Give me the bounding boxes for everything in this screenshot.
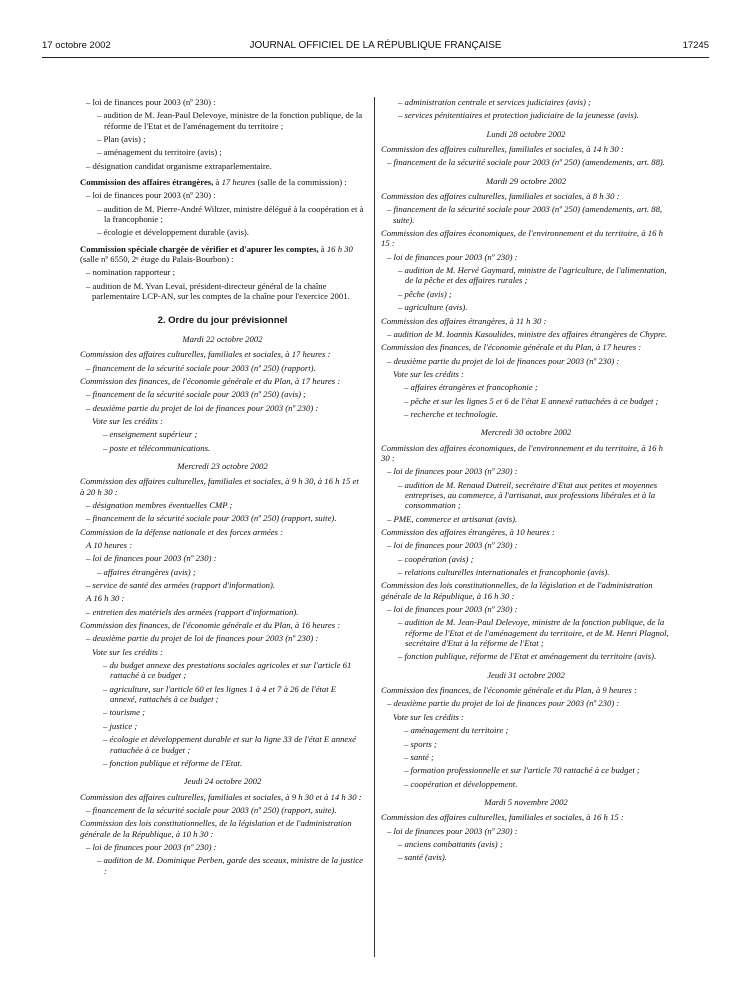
agenda-subitem: – relations culturelles internationales et francophonie (avis).	[398, 567, 610, 578]
agenda-item: – financement de la sécurité sociale pour 2003 (nº 250) (rapport).	[86, 362, 316, 373]
commission-heading: Commission des affaires étrangères, à 11 h 30 :	[381, 315, 547, 326]
agenda-subitem: – coopération et développement.	[404, 778, 518, 789]
time-label: A 16 h 30 :	[86, 593, 125, 604]
agenda-subitem: – aménagement du territoire ;	[404, 725, 509, 736]
agenda-subitem: – Plan (avis) ;	[97, 134, 146, 145]
commission-heading: Commission spéciale chargée de vérifier et d'apurer les comptes, à 16 h 30 (salle nº 6550, 2ᵉ étage du Palais-Bourbon) :	[80, 243, 353, 265]
commission-heading: Commission des affaires culturelles, familiales et sociales, à 9 h 30, à 16 h 15 et à 20 h 30 :	[80, 476, 359, 497]
agenda-item: – loi de finances pour 2003 (nº 230) :	[86, 97, 216, 107]
commission-heading: Commission des affaires étrangères, à 10 heures :	[381, 527, 555, 537]
agenda-subitem: – services pénitentiaires et protection judiciaire de la jeunesse (avis).	[398, 110, 639, 121]
vote-label: Vote sur les crédits :	[393, 711, 464, 722]
agenda-subitem: – audition de M. Hervé Gaymard, ministre de l'agriculture, de l'alimentation, de la pêche et des affaires rurales ;	[398, 265, 667, 286]
agenda-subitem: – recherche et technologie.	[404, 408, 498, 419]
commission-heading: Commission des affaires culturelles, familiales et sociales, à 8 h 30 :	[381, 191, 620, 202]
agenda-item: – loi de finances pour 2003 (nº 230) :	[86, 841, 217, 852]
agenda-item: – désignation candidat organisme extraparlementaire.	[86, 160, 272, 171]
agenda-subitem: – enseignement supérieur ;	[103, 429, 198, 440]
agenda-item: – PME, commerce et artisanat (avis).	[387, 513, 518, 524]
commission-heading: Commission des affaires étrangères, à 17 heures (salle de la commission) :	[80, 177, 347, 188]
agenda-subitem: – pêche (avis) ;	[398, 288, 452, 299]
vote-label: Vote sur les crédits :	[92, 415, 163, 426]
date-heading: Mardi 29 octobre 2002	[485, 175, 567, 186]
agenda-item: – deuxième partie du projet de loi de finances pour 2003 (nº 230) :	[387, 698, 620, 709]
agenda-item: – loi de finances pour 2003 (nº 230) :	[387, 604, 518, 615]
vote-label: Vote sur les crédits :	[92, 646, 163, 657]
agenda-item: – loi de finances pour 2003 (nº 230) :	[387, 251, 518, 262]
time-label: A 10 heures :	[86, 540, 133, 550]
right-column	[381, 97, 671, 866]
agenda-item: – financement de la sécurité sociale pour 2003 (nº 250) (rapport, suite).	[86, 513, 337, 524]
date-heading: Mardi 5 novembre 2002	[484, 796, 568, 807]
agenda-subitem: – agriculture, sur l'article 60 et les lignes 1 à 4 et 7 à 26 de l'état E annexé, rattachés à ce budget ;	[103, 683, 337, 705]
header-page-number: 17245	[682, 40, 709, 51]
agenda-subitem: – audition de M. Renaud Dutreil, secrétaire d'Etat aux petites et moyennes entreprises, au commerce, à l'artisanat, aux professions libérales et à la consommation ;	[398, 479, 658, 511]
column-divider	[374, 97, 375, 957]
date-heading: Mercredi 23 octobre 2002	[177, 460, 268, 471]
agenda-subitem: – affaires étrangères et francophonie ;	[404, 382, 538, 393]
agenda-subitem: – aménagement du territoire (avis) ;	[97, 147, 222, 158]
agenda-item: – deuxième partie du projet de loi de finances pour 2003 (nº 230) :	[387, 355, 620, 366]
commission-heading: Commission des affaires culturelles, familiales et sociales, à 14 h 30 :	[381, 144, 624, 155]
agenda-subitem: – audition de M. Jean-Paul Delevoye, ministre de la fonction publique, de la réforme de l'Etat et de l'aménagement du territoire ;	[97, 110, 363, 131]
agenda-subitem: – agriculture (avis).	[398, 302, 468, 313]
agenda-item: – loi de finances pour 2003 (nº 230) :	[387, 466, 518, 477]
agenda-item: – loi de finances pour 2003 (nº 230) :	[387, 825, 518, 836]
agenda-subitem: – santé ;	[404, 751, 434, 762]
agenda-item: – audition de M. Ioannis Kasoulides, ministre des affaires étrangères de Chypre.	[387, 328, 668, 339]
agenda-item: – deuxième partie du projet de loi de finances pour 2003 (nº 230) :	[86, 633, 319, 644]
agenda-subitem: – pêche et sur les lignes 5 et 6 de l'état E annexé rattachées à ce budget ;	[404, 395, 659, 406]
page-header	[42, 40, 709, 56]
commission-heading: Commission des finances, de l'économie générale et du Plan, à 9 heures :	[381, 685, 637, 696]
header-title: JOURNAL OFFICIEL DE LA RÉPUBLIQUE FRANÇAISE	[249, 40, 502, 51]
date-heading: Jeudi 31 octobre 2002	[487, 669, 565, 680]
agenda-item: – nomination rapporteur ;	[86, 267, 176, 278]
agenda-item: – entretien des matériels des armées (rapport d'information).	[86, 606, 299, 617]
date-heading: Mardi 22 octobre 2002	[182, 333, 263, 344]
agenda-subitem: – affaires étrangères (avis) ;	[97, 566, 196, 577]
left-column	[80, 97, 365, 879]
agenda-subitem: – justice ;	[103, 720, 138, 731]
commission-heading: Commission des finances, de l'économie générale et du Plan, à 17 heures :	[80, 375, 341, 386]
agenda-subitem: – sports ;	[404, 738, 437, 749]
commission-heading: Commission des affaires culturelles, familiales et sociales, à 17 heures :	[80, 349, 331, 360]
agenda-subitem: – du budget annexe des prestations sociales agricoles et sur l'article 61 rattaché à ce budget ;	[103, 660, 352, 681]
agenda-subitem: – tourisme ;	[103, 707, 145, 718]
commission-heading: Commission des affaires culturelles, familiales et sociales, à 9 h 30 et à 14 h 30 :	[80, 791, 362, 802]
date-heading: Mercredi 30 octobre 2002	[480, 427, 572, 438]
agenda-subitem: – audition de M. Jean-Paul Delevoye, ministre de la fonction publique, de la réforme de l'Etat et de l'aménagement du territoire, et de M. Henri Plagnol, secrétaire d'Etat à la réforme de l'Etat ;	[398, 617, 669, 649]
agenda-subitem: – formation professionnelle et sur l'article 70 rattaché à ce budget ;	[404, 765, 640, 776]
agenda-subitem: – fonction publique et réforme de l'Etat.	[103, 757, 243, 768]
agenda-item: – financement de la sécurité sociale pour 2003 (nº 250) (rapport, suite).	[86, 804, 337, 815]
agenda-subitem: – coopération (avis) ;	[398, 553, 474, 564]
agenda-subitem: – fonction publique, réforme de l'Etat et aménagement du territoire (avis).	[398, 651, 657, 662]
header-date: 17 octobre 2002	[42, 40, 111, 51]
commission-heading: Commission des affaires économiques, de l'environnement et du territoire, à 16 h 30 :	[381, 442, 663, 463]
agenda-item: – deuxième partie du projet de loi de finances pour 2003 (nº 230) :	[86, 402, 319, 413]
date-heading: Lundi 28 octobre 2002	[486, 128, 566, 139]
agenda-item: – financement de la sécurité sociale pour 2003 (nº 250) (amendements, art. 88, suite).	[387, 204, 663, 225]
header-rule	[42, 57, 709, 58]
commission-heading: Commission des affaires économiques, de l'environnement et du territoire, à 16 h 15 :	[381, 228, 663, 249]
agenda-item: – service de santé des armées (rapport d'information).	[86, 580, 276, 591]
agenda-subitem: – administration centrale et services judiciaires (avis) ;	[398, 97, 591, 107]
agenda-subitem: – santé (avis).	[398, 852, 447, 863]
agenda-item: – désignation membres éventuelles CMP ;	[86, 499, 233, 510]
agenda-subitem: – poste et télécommunications.	[103, 442, 211, 453]
agenda-item: – loi de finances pour 2003 (nº 230) :	[387, 540, 518, 551]
vote-label: Vote sur les crédits :	[393, 368, 464, 379]
commission-heading: Commission des finances, de l'économie générale et du Plan, à 16 heures :	[80, 620, 341, 631]
date-heading: Jeudi 24 octobre 2002	[183, 776, 262, 787]
agenda-subitem: – écologie et développement durable (avis).	[97, 227, 249, 238]
commission-heading: Commission des lois constitutionnelles, de la législation et de l'administration générale de la République, à 16 h 30 :	[381, 580, 653, 601]
agenda-subitem: – écologie et développement durable et sur la ligne 33 de l'état E annexé rattachée à ce budget ;	[103, 734, 356, 755]
agenda-item: – loi de finances pour 2003 (nº 230) :	[86, 553, 217, 564]
agenda-subitem: – audition de M. Dominique Perben, garde des sceaux, ministre de la justice :	[97, 855, 363, 876]
agenda-item: – financement de la sécurité sociale pour 2003 (nº 250) (amendements, art. 88).	[387, 157, 665, 168]
agenda-subitem: – anciens combattants (avis) ;	[398, 838, 503, 849]
agenda-item: – loi de finances pour 2003 (nº 230) :	[86, 190, 216, 201]
commission-heading: Commission des finances, de l'économie générale et du Plan, à 17 heures :	[381, 342, 642, 353]
agenda-item: – financement de la sécurité sociale pour 2003 (nº 250) (avis) ;	[86, 389, 307, 400]
section-title: 2. Ordre du jour prévisionnel	[157, 314, 288, 326]
commission-heading: Commission des affaires culturelles, familiales et sociales, à 16 h 15 :	[381, 812, 624, 823]
commission-heading: Commission de la défense nationale et des forces armées :	[80, 526, 284, 537]
agenda-item: – audition de M. Yvan Levaï, président-directeur général de la chaîne parlementaire LCP-AN, sur les comptes de la chaîne pour l'exercice 2001.	[86, 280, 350, 302]
agenda-subitem: – audition de M. Pierre-André Wiltzer, ministre délégué à la coopération et à la francophonie ;	[97, 203, 364, 225]
commission-heading: Commission des lois constitutionnelles, de la législation et de l'administration générale de la République, à 10 h 30 :	[80, 818, 352, 839]
